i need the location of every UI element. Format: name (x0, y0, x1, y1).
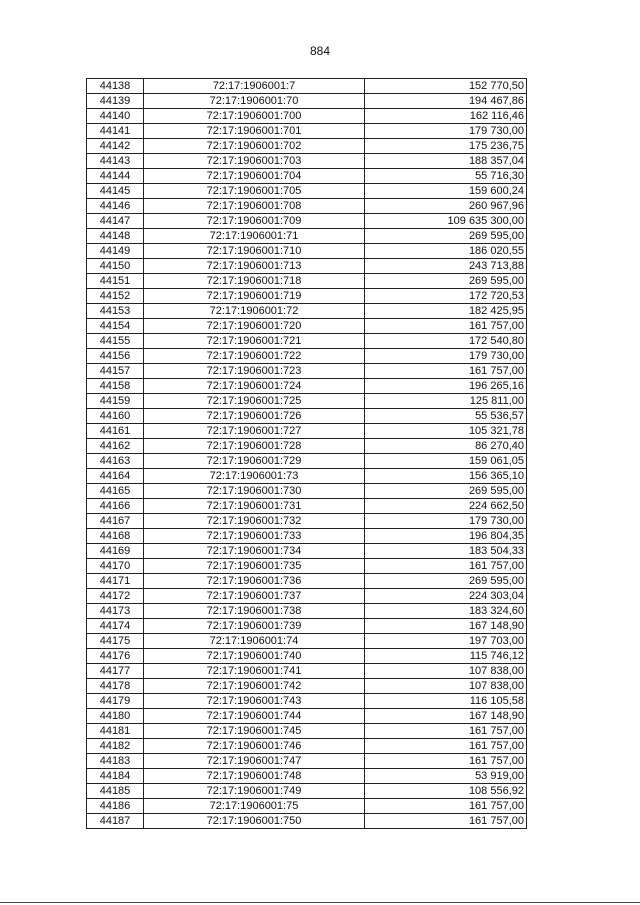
table-row (87, 139, 527, 154)
cadastral-number-cell: 72:17:1906001:733 (144, 529, 365, 544)
table-row (87, 724, 527, 739)
table-row (87, 769, 527, 784)
cadastral-value-cell: 159 600,24 (365, 184, 527, 199)
row-number-cell: 44171 (87, 574, 144, 589)
cadastral-number-cell: 72:17:1906001:720 (144, 319, 365, 334)
row-number-cell: 44140 (87, 109, 144, 124)
cadastral-value-cell: 269 595,00 (365, 574, 527, 589)
cadastral-value-cell: 186 020,55 (365, 244, 527, 259)
cadastral-number-cell: 72:17:1906001:722 (144, 349, 365, 364)
page-edge-divider (0, 902, 640, 903)
cadastral-number-cell: 72:17:1906001:734 (144, 544, 365, 559)
cadastral-number-cell: 72:17:1906001:746 (144, 739, 365, 754)
cadastral-value-cell: 224 662,50 (365, 499, 527, 514)
cadastral-number-cell: 72:17:1906001:743 (144, 694, 365, 709)
row-number-cell: 44158 (87, 379, 144, 394)
cadastral-value-cell: 196 265,16 (365, 379, 527, 394)
cadastral-value-cell: 269 595,00 (365, 484, 527, 499)
row-number-cell: 44178 (87, 679, 144, 694)
row-number-cell: 44154 (87, 319, 144, 334)
table-row (87, 814, 527, 829)
table-row (87, 529, 527, 544)
row-number-cell: 44138 (87, 79, 144, 94)
cadastral-value-cell: 269 595,00 (365, 229, 527, 244)
cadastral-value-cell: 183 504,33 (365, 544, 527, 559)
cadastral-number-cell: 72:17:1906001:741 (144, 664, 365, 679)
table-row (87, 244, 527, 259)
table-row (87, 574, 527, 589)
row-number-cell: 44144 (87, 169, 144, 184)
cadastral-number-cell: 72:17:1906001:744 (144, 709, 365, 724)
cadastral-value-cell: 107 838,00 (365, 664, 527, 679)
cadastral-number-cell: 72:17:1906001:701 (144, 124, 365, 139)
table-row (87, 694, 527, 709)
table-row (87, 259, 527, 274)
cadastral-number-cell: 72:17:1906001:73 (144, 469, 365, 484)
cadastral-value-cell: 159 061,05 (365, 454, 527, 469)
cadastral-number-cell: 72:17:1906001:700 (144, 109, 365, 124)
cadastral-value-cell: 172 720,53 (365, 289, 527, 304)
row-number-cell: 44166 (87, 499, 144, 514)
table-row (87, 604, 527, 619)
cadastral-value-cell: 125 811,00 (365, 394, 527, 409)
cadastral-number-cell: 72:17:1906001:710 (144, 244, 365, 259)
cadastral-value-cell: 161 757,00 (365, 559, 527, 574)
cadastral-number-cell: 72:17:1906001:728 (144, 439, 365, 454)
cadastral-value-cell: 179 730,00 (365, 124, 527, 139)
cadastral-number-cell: 72:17:1906001:742 (144, 679, 365, 694)
cadastral-number-cell: 72:17:1906001:721 (144, 334, 365, 349)
row-number-cell: 44165 (87, 484, 144, 499)
row-number-cell: 44156 (87, 349, 144, 364)
row-number-cell: 44183 (87, 754, 144, 769)
cadastral-value-cell: 109 635 300,00 (365, 214, 527, 229)
row-number-cell: 44159 (87, 394, 144, 409)
table-body (87, 79, 527, 829)
cadastral-number-cell: 72:17:1906001:702 (144, 139, 365, 154)
cadastral-value-cell: 161 757,00 (365, 319, 527, 334)
row-number-cell: 44149 (87, 244, 144, 259)
cadastral-number-cell: 72:17:1906001:74 (144, 634, 365, 649)
cadastral-number-cell: 72:17:1906001:725 (144, 394, 365, 409)
table-row (87, 334, 527, 349)
table-row (87, 709, 527, 724)
cadastral-number-cell: 72:17:1906001:750 (144, 814, 365, 829)
cadastral-number-cell: 72:17:1906001:72 (144, 304, 365, 319)
cadastral-value-cell: 167 148,90 (365, 709, 527, 724)
cadastral-number-cell: 72:17:1906001:7 (144, 79, 365, 94)
cadastral-number-cell: 72:17:1906001:736 (144, 574, 365, 589)
row-number-cell: 44181 (87, 724, 144, 739)
cadastral-value-cell: 152 770,50 (365, 79, 527, 94)
cadastral-value-cell: 179 730,00 (365, 349, 527, 364)
cadastral-value-cell: 115 746,12 (365, 649, 527, 664)
table-row (87, 154, 527, 169)
row-number-cell: 44177 (87, 664, 144, 679)
row-number-cell: 44161 (87, 424, 144, 439)
cadastral-number-cell: 72:17:1906001:739 (144, 619, 365, 634)
cadastral-value-cell: 197 703,00 (365, 634, 527, 649)
table-row (87, 184, 527, 199)
row-number-cell: 44182 (87, 739, 144, 754)
row-number-cell: 44184 (87, 769, 144, 784)
cadastral-value-cell: 224 303,04 (365, 589, 527, 604)
table-row (87, 634, 527, 649)
cadastral-value-cell: 269 595,00 (365, 274, 527, 289)
table-row (87, 199, 527, 214)
cadastral-number-cell: 72:17:1906001:729 (144, 454, 365, 469)
table-row (87, 79, 527, 94)
page-number: 884 (309, 44, 331, 58)
table-row (87, 214, 527, 229)
cadastral-number-cell: 72:17:1906001:730 (144, 484, 365, 499)
cadastral-number-cell: 72:17:1906001:75 (144, 799, 365, 814)
table-row (87, 169, 527, 184)
table-row (87, 394, 527, 409)
cadastral-value-cell: 116 105,58 (365, 694, 527, 709)
cadastral-number-cell: 72:17:1906001:705 (144, 184, 365, 199)
row-number-cell: 44164 (87, 469, 144, 484)
row-number-cell: 44170 (87, 559, 144, 574)
row-number-cell: 44168 (87, 529, 144, 544)
cadastral-value-cell: 182 425,95 (365, 304, 527, 319)
cadastral-value-table (86, 78, 527, 829)
table-row (87, 754, 527, 769)
table-row (87, 109, 527, 124)
row-number-cell: 44139 (87, 94, 144, 109)
table-row (87, 319, 527, 334)
table-row (87, 679, 527, 694)
row-number-cell: 44163 (87, 454, 144, 469)
cadastral-value-cell: 162 116,46 (365, 109, 527, 124)
cadastral-number-cell: 72:17:1906001:718 (144, 274, 365, 289)
table-row (87, 289, 527, 304)
row-number-cell: 44155 (87, 334, 144, 349)
row-number-cell: 44150 (87, 259, 144, 274)
table-row (87, 349, 527, 364)
table-row (87, 424, 527, 439)
cadastral-value-cell: 175 236,75 (365, 139, 527, 154)
cadastral-number-cell: 72:17:1906001:727 (144, 424, 365, 439)
table-row (87, 484, 527, 499)
row-number-cell: 44180 (87, 709, 144, 724)
table-row (87, 439, 527, 454)
row-number-cell: 44153 (87, 304, 144, 319)
table-row (87, 469, 527, 484)
cadastral-value-cell: 172 540,80 (365, 334, 527, 349)
row-number-cell: 44141 (87, 124, 144, 139)
row-number-cell: 44172 (87, 589, 144, 604)
cadastral-value-cell: 161 757,00 (365, 364, 527, 379)
row-number-cell: 44162 (87, 439, 144, 454)
cadastral-number-cell: 72:17:1906001:747 (144, 754, 365, 769)
table-row (87, 304, 527, 319)
row-number-cell: 44175 (87, 634, 144, 649)
row-number-cell: 44143 (87, 154, 144, 169)
cadastral-value-cell: 55 716,30 (365, 169, 527, 184)
table-row (87, 124, 527, 139)
cadastral-value-cell: 156 365,10 (365, 469, 527, 484)
cadastral-value-cell: 243 713,88 (365, 259, 527, 274)
cadastral-value-cell: 86 270,40 (365, 439, 527, 454)
row-number-cell: 44142 (87, 139, 144, 154)
table-row (87, 739, 527, 754)
table-row (87, 799, 527, 814)
cadastral-value-cell: 161 757,00 (365, 814, 527, 829)
cadastral-value-cell: 55 536,57 (365, 409, 527, 424)
table-row (87, 649, 527, 664)
row-number-cell: 44157 (87, 364, 144, 379)
cadastral-number-cell: 72:17:1906001:732 (144, 514, 365, 529)
cadastral-number-cell: 72:17:1906001:703 (144, 154, 365, 169)
cadastral-number-cell: 72:17:1906001:731 (144, 499, 365, 514)
cadastral-value-cell: 108 556,92 (365, 784, 527, 799)
cadastral-value-cell: 105 321,78 (365, 424, 527, 439)
row-number-cell: 44179 (87, 694, 144, 709)
row-number-cell: 44176 (87, 649, 144, 664)
cadastral-number-cell: 72:17:1906001:740 (144, 649, 365, 664)
table-row (87, 499, 527, 514)
row-number-cell: 44147 (87, 214, 144, 229)
cadastral-number-cell: 72:17:1906001:70 (144, 94, 365, 109)
table-row (87, 559, 527, 574)
cadastral-number-cell: 72:17:1906001:709 (144, 214, 365, 229)
row-number-cell: 44185 (87, 784, 144, 799)
cadastral-value-cell: 107 838,00 (365, 679, 527, 694)
cadastral-value-cell: 260 967,96 (365, 199, 527, 214)
cadastral-value-cell: 53 919,00 (365, 769, 527, 784)
table-row (87, 454, 527, 469)
cadastral-number-cell: 72:17:1906001:719 (144, 289, 365, 304)
cadastral-number-cell: 72:17:1906001:723 (144, 364, 365, 379)
row-number-cell: 44148 (87, 229, 144, 244)
table-row (87, 364, 527, 379)
table-row (87, 94, 527, 109)
cadastral-number-cell: 72:17:1906001:71 (144, 229, 365, 244)
cadastral-number-cell: 72:17:1906001:724 (144, 379, 365, 394)
row-number-cell: 44160 (87, 409, 144, 424)
row-number-cell: 44186 (87, 799, 144, 814)
table-row (87, 589, 527, 604)
cadastral-number-cell: 72:17:1906001:738 (144, 604, 365, 619)
cadastral-number-cell: 72:17:1906001:713 (144, 259, 365, 274)
cadastral-value-cell: 196 804,35 (365, 529, 527, 544)
table-row (87, 619, 527, 634)
cadastral-value-cell: 179 730,00 (365, 514, 527, 529)
cadastral-value-cell: 161 757,00 (365, 739, 527, 754)
table-row (87, 664, 527, 679)
cadastral-value-cell: 161 757,00 (365, 799, 527, 814)
cadastral-number-cell: 72:17:1906001:735 (144, 559, 365, 574)
cadastral-value-cell: 194 467,86 (365, 94, 527, 109)
cadastral-number-cell: 72:17:1906001:704 (144, 169, 365, 184)
cadastral-value-cell: 183 324,60 (365, 604, 527, 619)
row-number-cell: 44173 (87, 604, 144, 619)
table-row (87, 409, 527, 424)
row-number-cell: 44187 (87, 814, 144, 829)
cadastral-number-cell: 72:17:1906001:737 (144, 589, 365, 604)
row-number-cell: 44151 (87, 274, 144, 289)
row-number-cell: 44145 (87, 184, 144, 199)
table-row (87, 514, 527, 529)
table-row (87, 229, 527, 244)
cadastral-number-cell: 72:17:1906001:748 (144, 769, 365, 784)
cadastral-number-cell: 72:17:1906001:745 (144, 724, 365, 739)
table-row (87, 274, 527, 289)
row-number-cell: 44152 (87, 289, 144, 304)
cadastral-value-cell: 188 357,04 (365, 154, 527, 169)
table-row (87, 379, 527, 394)
cadastral-number-cell: 72:17:1906001:708 (144, 199, 365, 214)
table-row (87, 784, 527, 799)
cadastral-number-cell: 72:17:1906001:749 (144, 784, 365, 799)
table-row (87, 544, 527, 559)
row-number-cell: 44146 (87, 199, 144, 214)
row-number-cell: 44167 (87, 514, 144, 529)
row-number-cell: 44169 (87, 544, 144, 559)
cadastral-value-cell: 161 757,00 (365, 754, 527, 769)
cadastral-value-cell: 161 757,00 (365, 724, 527, 739)
cadastral-value-cell: 167 148,90 (365, 619, 527, 634)
row-number-cell: 44174 (87, 619, 144, 634)
cadastral-number-cell: 72:17:1906001:726 (144, 409, 365, 424)
